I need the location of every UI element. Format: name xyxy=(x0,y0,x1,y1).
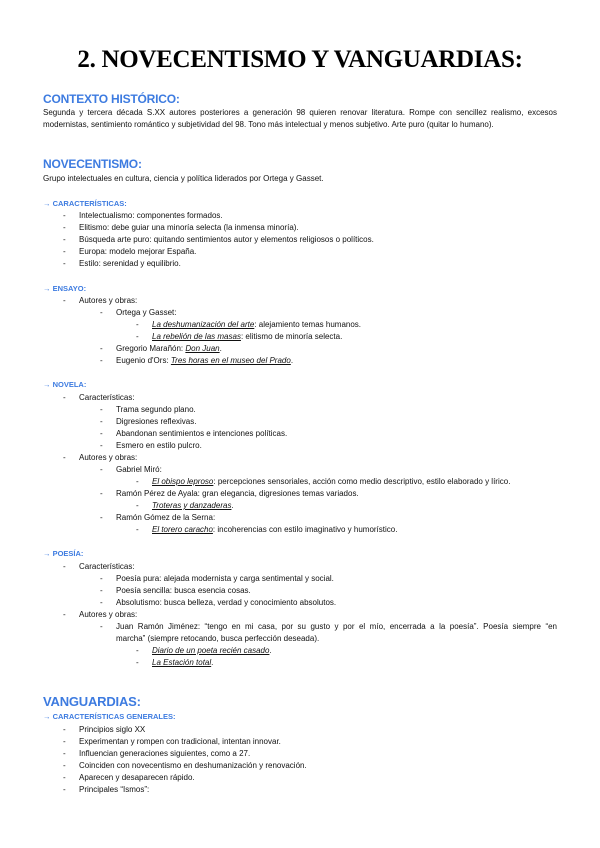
gomez-obra: El torero caracho: incoherencias con estilo imaginativo y humorístico. xyxy=(152,525,398,534)
miro-obra: El obispo leproso: percepciones sensoriales, acción como medio descriptivo, estilo elaborado y lírico. xyxy=(152,477,511,486)
list-item: Estilo: serenidad y equilibrio. xyxy=(79,259,181,268)
list-item: Aparecen y desaparecen rápido. xyxy=(79,773,195,782)
maranon-line: Gregorio Marañón: Don Juan. xyxy=(116,344,222,353)
list-item: Elitismo: debe guiar una minoría selecta (la inmensa minoría). xyxy=(79,223,299,232)
dors-line: Eugenio d'Ors: Tres horas en el museo del Prado. xyxy=(116,356,294,365)
list-item: Poesía sencilla: busca esencia cosas. xyxy=(116,586,251,595)
list-item: Esmero en estilo pulcro. xyxy=(116,441,202,450)
poesia-autores: Autores y obras: xyxy=(79,610,138,619)
list-item: Europa: modelo mejorar España. xyxy=(79,247,197,256)
caracteristicas-heading: → CARACTERÍSTICAS: xyxy=(43,199,127,208)
vanguardias-heading: VANGUARDIAS: xyxy=(43,694,141,709)
page-title: 2. NOVECENTISMO Y VANGUARDIAS: xyxy=(77,46,523,73)
poesia-heading: → POESÍA: xyxy=(43,549,84,558)
jrj-line-1: Juan Ramón Jiménez: “tengo en mi casa, por su gusto y por el mío, encerrada a la poesía”. Poesía siempre “en xyxy=(116,622,557,631)
jrj-obra-1: Diario de un poeta recién casado. xyxy=(152,646,272,655)
contexto-heading: CONTEXTO HISTÓRICO: xyxy=(43,92,180,106)
novela-autores: Autores y obras: xyxy=(79,453,138,462)
novecentismo-intro: Grupo intelectuales en cultura, ciencia y política liderados por Ortega y Gasset. xyxy=(43,174,324,183)
list-item: Principales “Ismos”: xyxy=(79,785,150,794)
list-item: Poesía pura: alejada modernista y carga sentimental y social. xyxy=(116,574,334,583)
list-item: Coinciden con novecentismo en deshumanización y renovación. xyxy=(79,761,307,770)
list-item: Trama segundo plano. xyxy=(116,405,196,414)
list-item: Digresiones reflexivas. xyxy=(116,417,197,426)
list-item: Absolutismo: busca belleza, verdad y conocimiento absolutos. xyxy=(116,598,337,607)
miro-label: Gabriel Miró: xyxy=(116,465,162,474)
list-item: Intelectualismo: componentes formados. xyxy=(79,211,223,220)
ensayo-autores: Autores y obras: xyxy=(79,296,138,305)
ortega-obra-1: La deshumanización del arte: alejamiento temas humanos. xyxy=(152,320,362,329)
contexto-text: Segunda y tercera década S.XX autores posteriores a generación 98 quieren renovar literatura. Rompe con sencillez realismo, excesos modernistas, sentimiento romántico y subjetividad del 98. Tono más intelectual y menos subjetivo. Arte puro (quitar lo humano). xyxy=(43,108,557,129)
ortega-label: Ortega y Gasset: xyxy=(116,308,177,317)
ortega-obra-2: La rebelión de las masas: elitismo de minoría selecta. xyxy=(152,332,343,341)
ayala-label: Ramón Pérez de Ayala: gran elegancia, digresiones temas variados. xyxy=(116,489,359,498)
jrj-obra-2: La Estación total. xyxy=(152,658,214,667)
ayala-obra: Troteras y danzaderas. xyxy=(152,501,234,510)
gomez-label: Ramón Gómez de la Serna: xyxy=(116,513,216,522)
list-item: Influencian generaciones siguientes, como a 27. xyxy=(79,749,251,758)
novela-heading: → NOVELA: xyxy=(43,380,87,389)
document-page: 2. NOVECENTISMO Y VANGUARDIAS: CONTEXTO HISTÓRICO: Segunda y tercera década S.XX autores posteriores a generación 98 quieren renovar literatura. Rompe con sencillez realismo, excesos modernistas, sentimiento romántico y subjetividad del 98. Tono más intelectual y menos subjetivo. Arte puro (quitar lo humano). NOVECENTISMO: Grupo intelectuales en cultura, ciencia y política liderados por Ortega y Gasset. → CARACTERÍSTICAS: - Intelectualismo: componentes formados. - Elitismo: debe guiar una minoría selecta (la inmensa minoría). - Búsqueda arte puro: quitando sentimientos autor y elementos religiosos o políticos. - Europa: modelo mejorar España. - Estilo: serenidad y equilibrio. → ENSAYO: - Autores y obras: - Ortega y Gasset: - La deshumanización del arte: alejamiento temas humanos. - La rebelión de las masas: elitismo de minoría selecta. - Gregorio Marañón: Don Juan. - Eugenio d'Ors: Tres horas en el museo del Prado. → NOVELA: - Características: - Trama segundo plano. - Digresiones reflexivas. - Abandonan sentimientos e intenciones políticas. - Esmero en estilo pulcro. - Autores y obras: - Gabriel Miró: - El obispo leproso: percepciones sensoriales, acción como medio descriptivo, estilo elaborado y lírico. - Ramón Pérez de Ayala: gran elegancia, digresiones temas variados. - Troteras y danzaderas. - Ramón Gómez de la Serna: - El torero caracho: incoherencias con estilo imaginativo y humorístico. → POESÍA: - Características: - Poesía pura: alejada modernista y carga sentimental y social. - Poesía sencilla: busca esencia cosas. - Absolutismo: busca belleza, verdad y conocimiento absolutos. - Autores y obras: - Juan Ramón Jiménez: “tengo en mi casa, por su gusto y por el mío, encerrada a la poesía”. Poesía siempre “en marcha” (siempre retocando, busca perfección deseada). - Diario de un poeta recién casado. - La Estación total. VANGUARDIAS: → CARACTERÍSTICAS GENERALES: - Principios siglo XX - Experimentan y rompen con tradicional, intentan innovar. - Influencian generaciones siguientes, como a 27. - Coinciden con novecentismo en deshumanización y renovación. - Aparecen y desaparecen rápido. - Principales “Ismos”: xyxy=(0,0,600,848)
list-item: Abandonan sentimientos e intenciones políticas. xyxy=(116,429,288,438)
ensayo-heading: → ENSAYO: xyxy=(43,284,87,293)
poesia-caract: Características: xyxy=(79,562,135,571)
novela-caract: Características: xyxy=(79,393,135,402)
novecentismo-heading: NOVECENTISMO: xyxy=(43,157,142,171)
list-item: Principios siglo XX xyxy=(79,725,146,734)
jrj-line-2: marcha” (siempre retocando, busca perfección deseada). xyxy=(116,634,320,643)
vanguardias-sub: → CARACTERÍSTICAS GENERALES: xyxy=(43,712,176,721)
list-item: Búsqueda arte puro: quitando sentimientos autor y elementos religiosos o políticos. xyxy=(79,235,374,244)
list-item: Experimentan y rompen con tradicional, intentan innovar. xyxy=(79,737,281,746)
